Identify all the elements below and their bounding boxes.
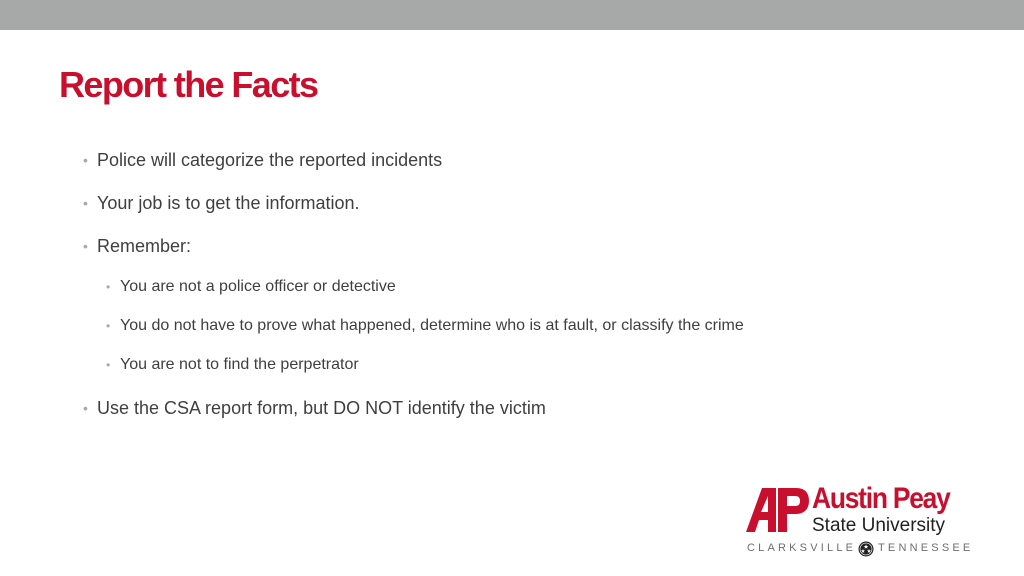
bullet-item xyxy=(83,192,360,214)
bullet-text: Your job is to get the information. xyxy=(97,193,360,213)
top-band xyxy=(0,0,1024,30)
bullet-marker: • xyxy=(83,195,88,211)
bullet-marker: • xyxy=(106,319,111,333)
logo-state: TENNESSEE xyxy=(878,542,974,554)
bullet-marker: • xyxy=(83,238,88,254)
bullet-text: Use the CSA report form, but DO NOT identify the victim xyxy=(97,398,546,418)
slide-title: Report the Facts xyxy=(59,64,318,105)
bullet-text: You are not to find the perpetrator xyxy=(120,356,359,373)
logo-city: CLARKSVILLE xyxy=(747,542,857,554)
bullet-marker: • xyxy=(83,152,88,168)
sub-bullet-item xyxy=(106,277,396,297)
bullet-marker: • xyxy=(83,400,88,416)
ap-monogram-icon xyxy=(744,484,810,534)
sub-bullet-item xyxy=(106,316,744,336)
tristar-icon xyxy=(858,541,874,557)
bullet-text: Remember: xyxy=(97,236,192,256)
bullet-text: You do not have to prove what happened, determine who is at fault, or classify the crime xyxy=(120,317,744,334)
bullet-marker: • xyxy=(106,280,111,294)
bullet-item xyxy=(83,397,546,419)
sub-bullet-item xyxy=(106,355,359,375)
bullet-marker: • xyxy=(106,358,111,372)
bullet-text: Police will categorize the reported incidents xyxy=(97,150,443,170)
logo-subtitle: State University xyxy=(812,515,946,536)
logo-name: Austin Peay xyxy=(812,482,950,515)
bullet-text: You are not a police officer or detective xyxy=(120,278,396,295)
bullet-item xyxy=(83,149,443,171)
bullet-item xyxy=(83,235,192,257)
university-logo xyxy=(744,484,976,560)
